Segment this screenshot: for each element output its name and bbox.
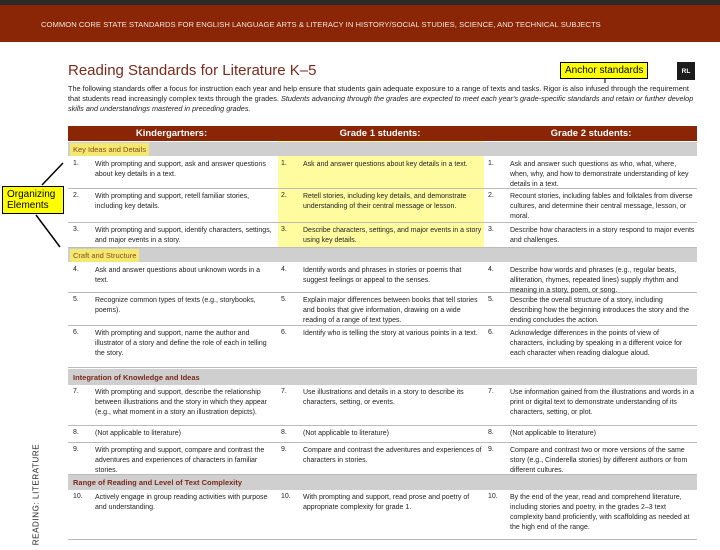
standard-text: With prompting and support, identify characters, settings, and major events in a story. <box>95 227 272 244</box>
standard-number: 9. <box>73 446 79 453</box>
standard-number: 5. <box>281 296 287 303</box>
standard-text: With prompting and support, compare and contrast the adventures and experiences of characters in familiar stories. <box>95 447 265 474</box>
standard-number: 10. <box>281 493 291 500</box>
standard-number: 6. <box>281 329 287 336</box>
side-label: READING: LITERATURE <box>31 443 41 546</box>
standard-text: Recount stories, including fables and folktales from diverse cultures, and determine their central message, lesson, or moral. <box>510 193 693 220</box>
section-title: Range of Reading and Level of Text Complexity <box>73 478 243 487</box>
standard-number: 1. <box>73 160 79 167</box>
standard-number: 2. <box>488 192 494 199</box>
intro-text: The following standards offer a focus for instruction each year and help ensure that students gain adequate exposure to a range of texts and tasks. Rigor is also infused through the requirement that students read increasingly complex texts through the grades. <box>68 84 689 103</box>
table-row <box>68 385 697 426</box>
standard-number: 7. <box>488 388 494 395</box>
standard-text: (Not applicable to literature) <box>95 430 181 437</box>
standard-text: With prompting and support, ask and answer questions about key details in a text. <box>95 161 266 178</box>
standard-text: Explain major differences between books that tell stories and books that give information, drawing on a wide reading of a range of text types. <box>303 297 478 324</box>
table-header <box>68 126 697 141</box>
standard-number: 4. <box>488 266 494 273</box>
standard-number: 7. <box>73 388 79 395</box>
standard-number: 1. <box>281 160 287 167</box>
intro-italic-text: Students advancing through the grades are expected to meet each year's grade-specific standards and retain or further develop skills and understandings mastered in preceding grades. <box>68 94 694 113</box>
document-header-bar <box>0 0 720 42</box>
rl-badge: RL <box>677 62 695 80</box>
standard-number: 3. <box>281 226 287 233</box>
page-title: Reading Standards for Literature K–5 <box>68 62 317 79</box>
organizing-elements-callout: Organizing Elements <box>2 186 64 214</box>
table-row <box>68 157 697 189</box>
section-title: Craft and Structure <box>70 249 139 262</box>
standard-text: Describe the overall structure of a story, including describing how the beginning introduces the story and the ending concludes the action. <box>510 297 690 324</box>
header-text: COMMON CORE STATE STANDARDS FOR ENGLISH LANGUAGE ARTS & LITERACY IN HISTORY/SOCIAL STUDIES, SCIENCE, AND TECHNICAL SUBJECTS <box>41 20 601 29</box>
standard-text: Retell stories, including key details, and demonstrate understanding of their central message or lesson. <box>303 193 467 210</box>
standard-text: With prompting and support, retell familiar stories, including key details. <box>95 193 250 210</box>
arrow-to-key-ideas <box>42 163 63 185</box>
column-header-grade2: Grade 2 students: <box>550 128 632 139</box>
column-header-kindergarten: Kindergartners: <box>135 128 208 139</box>
standard-number: 7. <box>281 388 287 395</box>
standard-number: 3. <box>488 226 494 233</box>
standard-text: Ask and answer such questions as who, what, where, when, why, and how to demonstrate understanding of key details in a text. <box>510 161 689 188</box>
section-title: Integration of Knowledge and Ideas <box>73 372 200 382</box>
standard-number: 9. <box>488 446 494 453</box>
anchor-standards-callout: Anchor standards <box>560 62 648 79</box>
standard-number: 1. <box>488 160 494 167</box>
standard-text: Compare and contrast the adventures and experiences of characters in stories. <box>303 447 482 464</box>
standard-text: Ask and answer questions about unknown words in a text. <box>95 267 260 284</box>
section-band <box>68 248 697 262</box>
standard-text: Describe characters, settings, and major events in a story using key details. <box>303 227 482 244</box>
standard-text: Identify who is telling the story at various points in a text. <box>303 330 478 337</box>
table-row <box>68 223 697 248</box>
standard-text: With prompting and support, describe the relationship between illustrations and the story in which they appear (e.g., what moment in a story an illustration depicts). <box>95 389 267 416</box>
standard-text: With prompting and support, read prose and poetry of appropriate complexity for grade 1. <box>303 494 470 511</box>
standard-text: Use illustrations and details in a story to describe its characters, setting, or events. <box>303 389 464 406</box>
standard-number: 5. <box>488 296 494 303</box>
standard-number: 4. <box>73 266 79 273</box>
section-band <box>68 475 697 490</box>
table-row <box>68 426 697 443</box>
standard-text: (Not applicable to literature) <box>510 430 596 437</box>
table-row <box>68 189 697 223</box>
standard-text: Actively engage in group reading activities with purpose and understanding. <box>95 494 268 511</box>
column-header-grade1: Grade 1 students: <box>339 128 421 139</box>
standard-number: 4. <box>281 266 287 273</box>
standard-number: 6. <box>73 329 79 336</box>
table-row <box>68 293 697 326</box>
standard-number: 6. <box>488 329 494 336</box>
standard-text: Describe how characters in a story respond to major events and challenges. <box>510 227 695 244</box>
standard-text: With prompting and support, name the author and illustrator of a story and define the role of each in telling the story. <box>95 330 267 357</box>
standard-number: 2. <box>73 192 79 199</box>
table-row <box>68 326 697 368</box>
standard-number: 3. <box>73 226 79 233</box>
standard-text: Identify words and phrases in stories or poems that suggest feelings or appeal to the senses. <box>303 267 462 284</box>
standard-number: 10. <box>73 493 83 500</box>
standard-number: 8. <box>73 429 79 436</box>
intro-paragraph <box>68 84 698 114</box>
table-row <box>68 443 697 475</box>
section-band <box>68 369 697 385</box>
standard-text: (Not applicable to literature) <box>303 430 389 437</box>
section-title: Key Ideas and Details <box>70 143 149 156</box>
table-row <box>68 490 697 540</box>
standard-text: By the end of the year, read and comprehend literature, including stories and poetry, in the grades 2–3 text complexity band proficiently, with scaffolding as needed at the high end of the range. <box>510 494 690 531</box>
standard-number: 9. <box>281 446 287 453</box>
arrow-to-craft <box>36 215 60 247</box>
standard-number: 5. <box>73 296 79 303</box>
standard-text: Acknowledge differences in the points of view of characters, including by speaking in a different voice for each character when reading dialogue aloud. <box>510 330 683 357</box>
standard-text: Describe how words and phrases (e.g., regular beats, alliteration, rhymes, repeated lines) supply rhythm and meaning in a story, poem, or song. <box>510 267 679 294</box>
standard-number: 10. <box>488 493 498 500</box>
standard-text: Use information gained from the illustrations and words in a print or digital text to demonstrate understanding of its characters, setting, or plot. <box>510 389 695 416</box>
standard-number: 8. <box>281 429 287 436</box>
standard-text: Recognize common types of texts (e.g., storybooks, poems). <box>95 297 256 314</box>
standard-number: 2. <box>281 192 287 199</box>
standard-number: 8. <box>488 429 494 436</box>
section-band <box>68 142 697 156</box>
standard-text: Compare and contrast two or more versions of the same story (e.g., Cinderella stories) by different authors or from different cultures. <box>510 447 688 474</box>
table-row <box>68 263 697 293</box>
standard-text: Ask and answer questions about key details in a text. <box>303 161 468 168</box>
